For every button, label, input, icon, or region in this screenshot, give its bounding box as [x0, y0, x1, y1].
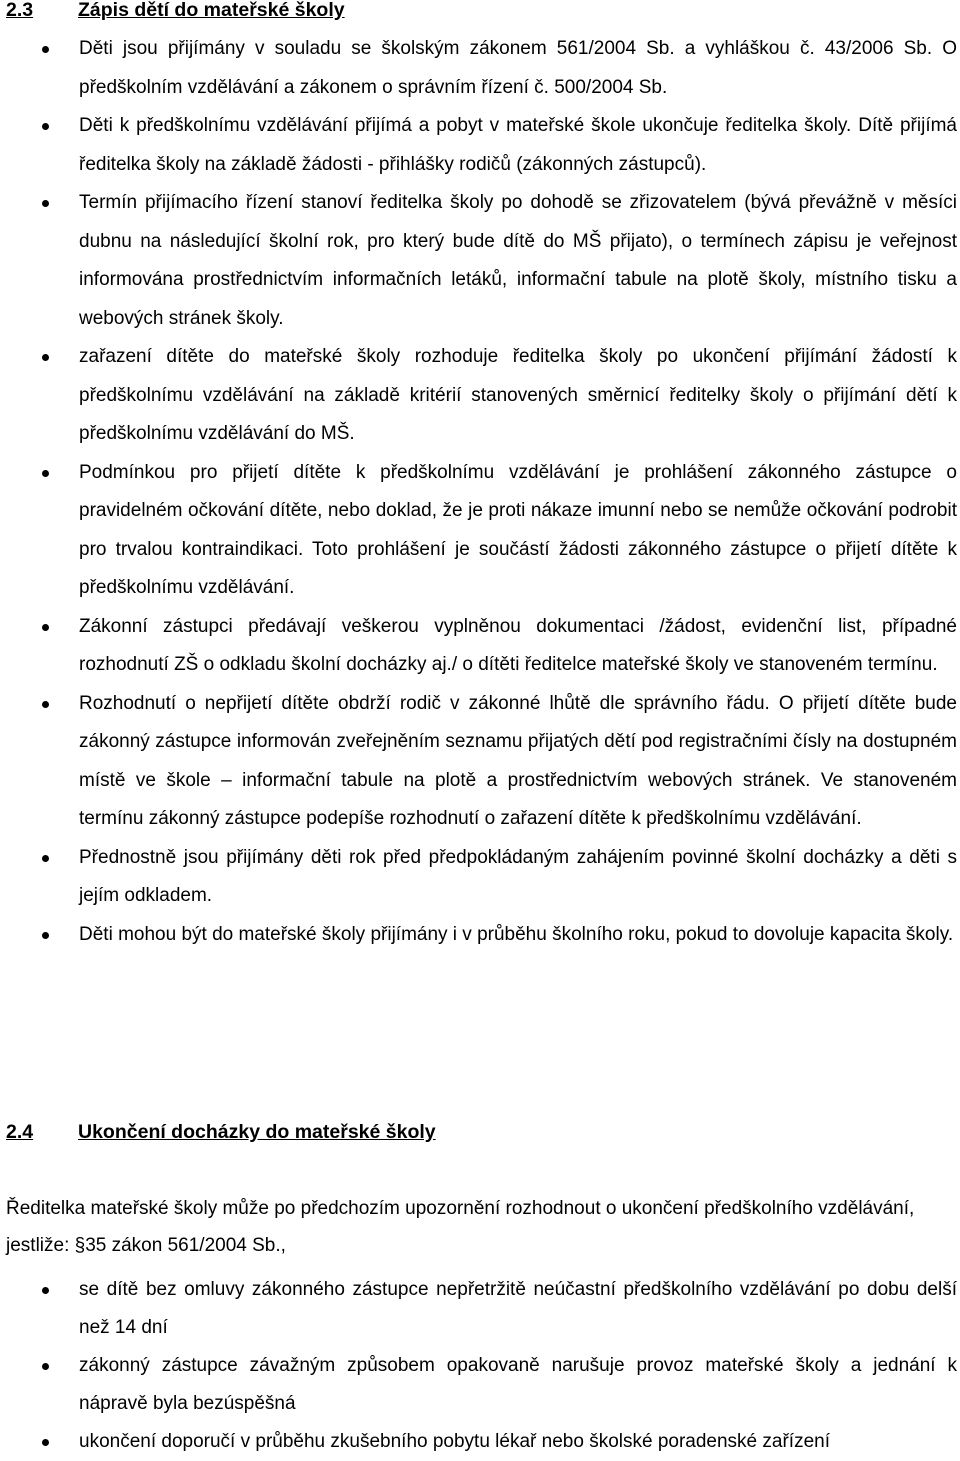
termination-intro-paragraph: Ředitelka mateřské školy může po předchozím upozornění rozhodnout o ukončení předškolního vzdělávání, jestliže: §35 zákon 561/2004 Sb., — [6, 1198, 915, 1256]
section-number: 2.3 — [6, 0, 34, 21]
list-item: ukončení doporučí v průběhu zkušebního pobytu lékař nebo školské poradenské zařízení — [0, 1423, 960, 1461]
section-number: 2.4 — [6, 1121, 34, 1143]
list-item: Děti k předškolnímu vzdělávání přijímá a pobyt v mateřské škole ukončuje ředitelka školy. Dítě přijímá ředitelka školy na základě žádosti - přihlášky rodičů (zákonných zástupců). — [0, 107, 960, 184]
list-item: zařazení dítěte do mateřské školy rozhoduje ředitelka školy po ukončení přijímání žádostí k předškolnímu vzdělávání na základě kritérií stanovených směrnicí ředitelky školy o přijímání dětí k předškolnímu vzdělávání do MŠ. — [0, 338, 960, 454]
section-heading-2-3 — [6, 0, 345, 22]
section-heading-2-4 — [6, 1120, 436, 1144]
list-item: Podmínkou pro přijetí dítěte k předškolnímu vzdělávání je prohlášení zákonného zástupce o pravidelném očkování dítěte, nebo doklad, že je proti nákaze imunní nebo se nemůže očkování podrobit pro trvalou kontraindikaci. Toto prohlášení je součástí žádosti zákonného zástupce o přijetí dítěte k předškolnímu vzdělávání. — [0, 454, 960, 608]
termination-bullet-list — [0, 1271, 960, 1461]
list-item: zákonný zástupce závažným způsobem opakovaně narušuje provoz mateřské školy a jednání k nápravě byla bezúspěšná — [0, 1347, 960, 1423]
section-title: Ukončení docházky do mateřské školy — [78, 1121, 436, 1143]
list-item: Děti mohou být do mateřské školy přijímány i v průběhu školního roku, pokud to dovoluje kapacita školy. — [0, 916, 960, 955]
list-item: Rozhodnutí o nepřijetí dítěte obdrží rodič v zákonné lhůtě dle správního řádu. O přijetí dítěte bude zákonný zástupce informován zveřejněním seznamu přijatých dětí pod registračními čísly na dostupném místě ve škole – informační tabule na plotě a prostřednictvím webových stránek. Ve stanoveném termínu zákonný zástupce podepíše rozhodnutí o zařazení dítěte k předškolnímu vzdělávání. — [0, 685, 960, 839]
list-item: Zákonní zástupci předávají veškerou vyplněnou dokumentaci /žádost, evidenční list, případné rozhodnutí ZŠ o odkladu školní docházky aj./ o dítěti ředitelce mateřské školy ve stanoveném termínu. — [0, 608, 960, 685]
admission-bullet-list — [0, 30, 960, 954]
list-item: Děti jsou přijímány v souladu se školským zákonem 561/2004 Sb. a vyhláškou č. 43/2006 Sb. O předškolním vzdělávání a zákonem o správním řízení č. 500/2004 Sb. — [0, 30, 960, 107]
list-item: Přednostně jsou přijímány děti rok před předpokládaným zahájením povinné školní docházky a děti s jejím odkladem. — [0, 839, 960, 916]
section-title: Zápis dětí do mateřské školy — [78, 0, 345, 21]
list-item: se dítě bez omluvy zákonného zástupce nepřetržitě neúčastní předškolního vzdělávání po dobu delší než 14 dní — [0, 1271, 960, 1347]
list-item: Termín přijímacího řízení stanoví ředitelka školy po dohodě se zřizovatelem (bývá převážně v měsíci dubnu na následující školní rok, pro který bude dítě do MŠ přijato), o termínech zápisu je veřejnost informována prostřednictvím informačních letáků, informační tabule na plotě školy, místního tisku a webových stránek školy. — [0, 184, 960, 338]
